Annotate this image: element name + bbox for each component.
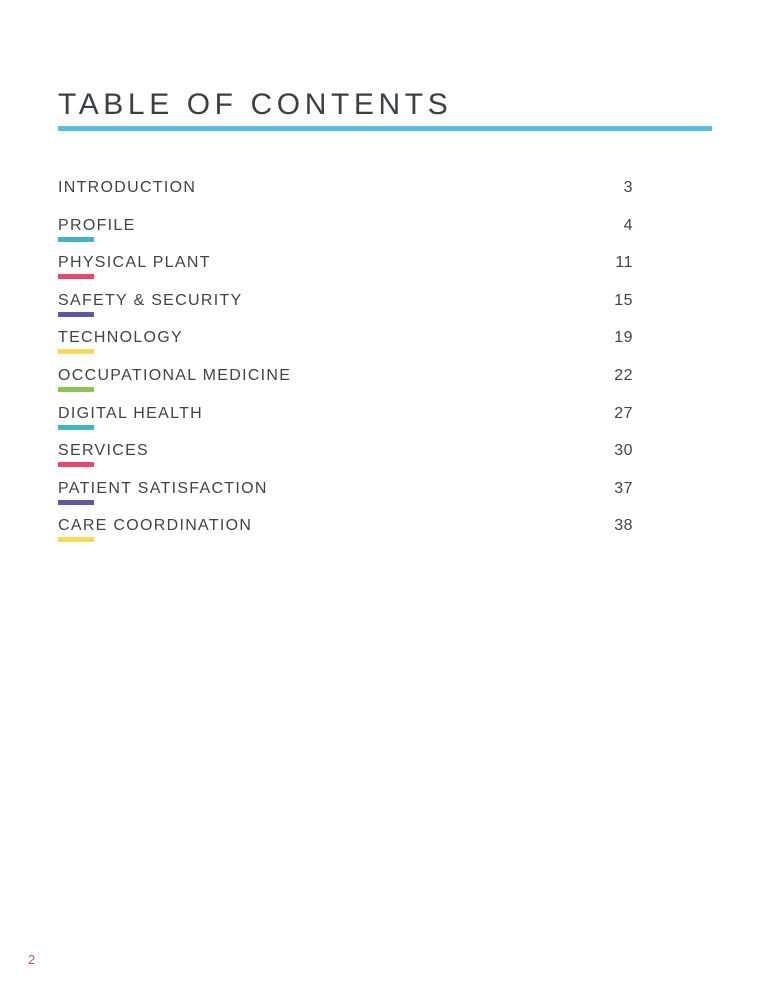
toc-entry-technology[interactable] [58, 328, 633, 366]
toc-entry-care-coordination[interactable] [58, 516, 633, 554]
toc-entry-patient-satisfaction[interactable] [58, 479, 633, 517]
accent-bar [58, 537, 94, 542]
toc-entry-services[interactable] [58, 441, 633, 479]
accent-bar [58, 462, 94, 467]
accent-bar [58, 199, 94, 204]
page-title: TABLE OF CONTENTS [58, 88, 453, 121]
accent-bar [58, 387, 94, 392]
accent-bar [58, 274, 94, 279]
accent-bar [58, 237, 94, 242]
toc-entry-label: DIGITAL HEALTH [58, 404, 204, 422]
toc-entry-digital-health[interactable] [58, 404, 633, 442]
toc-entry-label: TECHNOLOGY [58, 329, 184, 347]
toc-entry-label: INTRODUCTION [58, 179, 197, 196]
accent-bar [58, 312, 94, 317]
toc-entry-page: 27 [614, 404, 633, 422]
toc-list [58, 178, 633, 554]
toc-entry-page: 19 [614, 329, 633, 347]
toc-entry-page: 3 [623, 179, 633, 196]
toc-entry-label: SAFETY & SECURITY [58, 291, 243, 309]
toc-entry-profile[interactable] [58, 216, 633, 254]
toc-entry-physical-plant[interactable] [58, 253, 633, 291]
toc-entry-introduction[interactable] [58, 178, 633, 216]
accent-bar [58, 500, 94, 505]
footer-page-number: 2 [28, 952, 36, 967]
title-rule-divider [58, 126, 712, 131]
toc-entry-page: 30 [614, 442, 633, 460]
accent-bar [58, 425, 94, 430]
accent-bar [58, 349, 94, 354]
toc-entry-page: 22 [614, 366, 633, 384]
toc-entry-label: SERVICES [58, 442, 150, 460]
toc-entry-page: 38 [614, 517, 633, 535]
toc-entry-label: CARE COORDINATION [58, 517, 253, 535]
toc-entry-safety-security[interactable] [58, 291, 633, 329]
toc-entry-label: PHYSICAL PLANT [58, 254, 211, 272]
toc-entry-page: 11 [615, 254, 633, 272]
toc-entry-label: OCCUPATIONAL MEDICINE [58, 366, 292, 384]
toc-entry-label: PATIENT SATISFACTION [58, 479, 268, 497]
toc-entry-label: PROFILE [58, 216, 136, 234]
toc-entry-page: 37 [614, 479, 633, 497]
toc-entry-occupational-medicine[interactable] [58, 366, 633, 404]
toc-entry-page: 4 [623, 216, 633, 234]
toc-entry-page: 15 [614, 291, 633, 309]
